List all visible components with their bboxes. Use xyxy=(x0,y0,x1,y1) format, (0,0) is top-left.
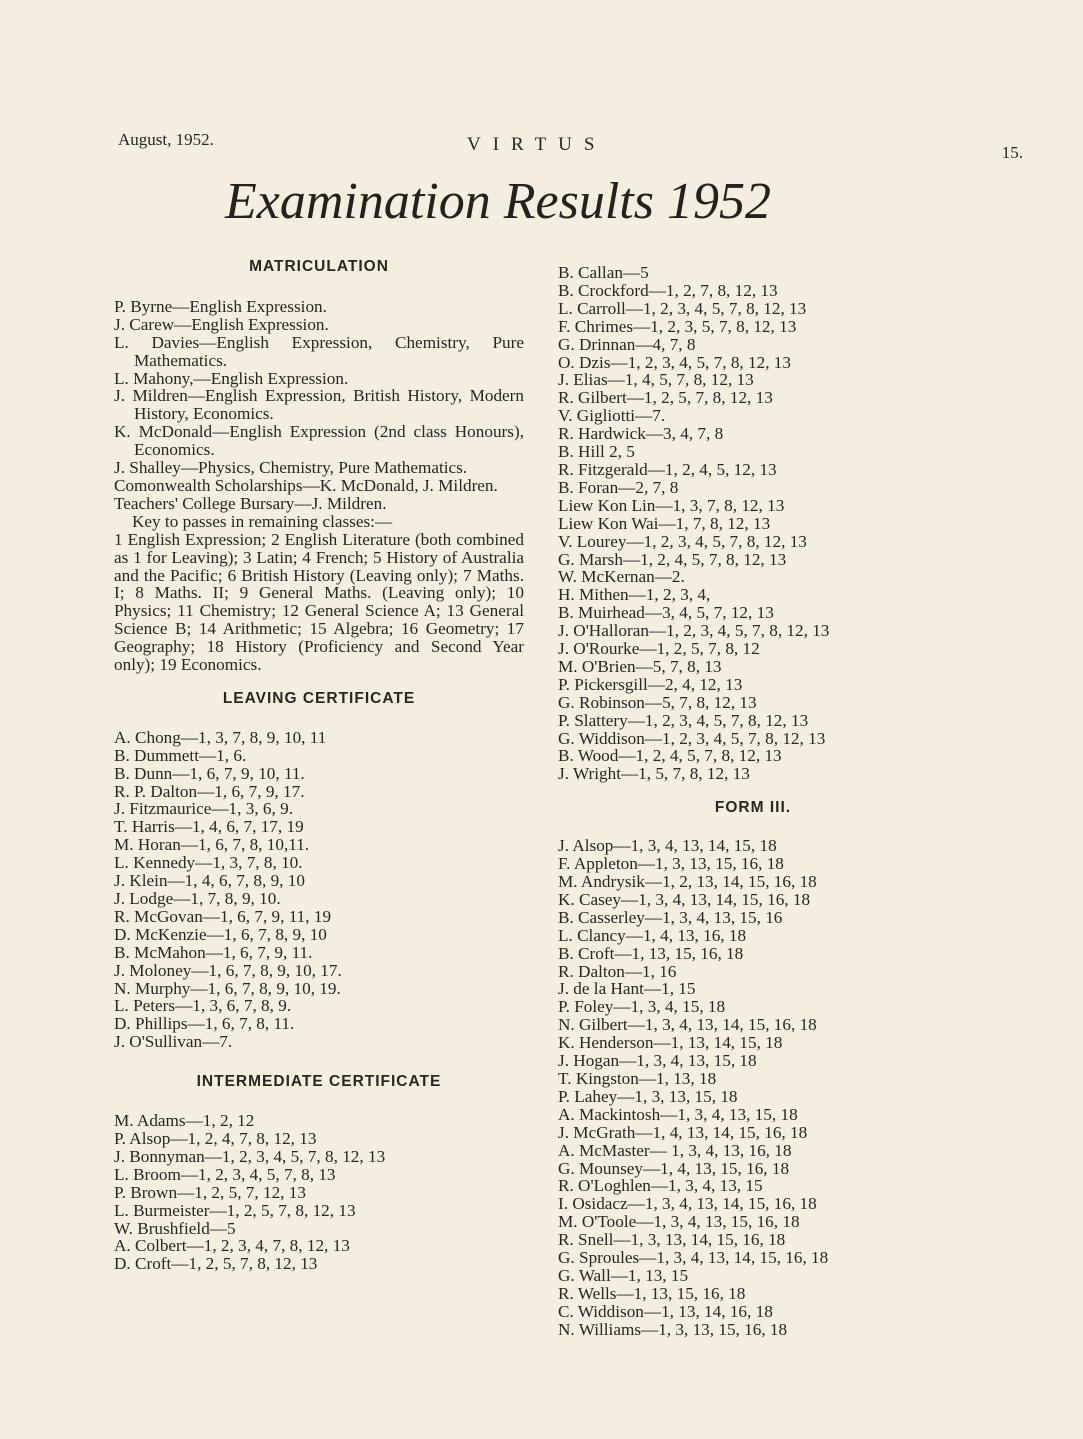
form3-entry: T. Kingston—1, 13, 18 xyxy=(558,1068,717,1088)
leaving-entry: J. Fitzmaurice—1, 3, 6, 9. xyxy=(114,799,294,819)
matriculation-entry: Comonwealth Scholarships—K. McDonald, J. Mildren. xyxy=(114,475,498,495)
form3-entry: M. Andrysik—1, 2, 13, 14, 15, 16, 18 xyxy=(558,872,817,891)
leaving-entry: D. Phillips—1, 6, 7, 8, 11. xyxy=(114,1014,295,1034)
intermediate-entry: B. Foran—2, 7, 8 xyxy=(558,477,679,497)
form3-entry: A. Mackintosh—1, 3, 4, 13, 15, 18 xyxy=(558,1104,798,1124)
intermediate-entry: R. Fitzgerald—1, 2, 4, 5, 12, 13 xyxy=(558,459,777,479)
intermediate-entry: M. Adams—1, 2, 12 xyxy=(114,1111,255,1131)
intermediate-entry: J. Wright—1, 5, 7, 8, 12, 13 xyxy=(558,764,750,784)
leaving-entry: N. Murphy—1, 6, 7, 8, 9, 10, 19. xyxy=(114,978,341,998)
leaving-entry: R. P. Dalton—1, 6, 7, 9, 17. xyxy=(114,781,305,801)
form3-entry: G. Sproules—1, 3, 4, 13, 14, 15, 16, 18 xyxy=(558,1248,829,1268)
form3-entry: L. Clancy—1, 4, 13, 16, 18 xyxy=(558,925,747,945)
intermediate-continued-list xyxy=(558,264,948,783)
intermediate-entry: P. Brown—1, 2, 5, 7, 12, 13 xyxy=(114,1182,306,1202)
form3-entry: B. Casserley—1, 3, 4, 13, 15, 16 xyxy=(558,907,783,927)
leaving-entry: T. Harris—1, 4, 6, 7, 17, 19 xyxy=(114,817,304,837)
form3-entry: P. Lahey—1, 3, 13, 15, 18 xyxy=(558,1086,738,1106)
matriculation-entry: J. Shalley—Physics, Chemistry, Pure Mathematics. xyxy=(114,458,468,478)
page-title: Examination Results 1952 xyxy=(225,173,771,230)
intermediate-entry: B. Hill 2, 5 xyxy=(558,442,635,462)
form3-entry: K. Henderson—1, 13, 14, 15, 18 xyxy=(558,1033,783,1053)
form3-entry: I. Osidacz—1, 3, 4, 13, 14, 15, 16, 18 xyxy=(558,1194,817,1214)
intermediate-entry: F. Chrimes—1, 2, 3, 5, 7, 8, 12, 13 xyxy=(558,316,797,336)
matriculation-entry: J. Mildren—English Expression, British History, Modern History, Economics. xyxy=(114,386,524,424)
leaving-entry: J. Lodge—1, 7, 8, 9, 10. xyxy=(114,889,281,908)
form3-entry: J. McGrath—1, 4, 13, 14, 15, 16, 18 xyxy=(558,1122,808,1142)
matriculation-entry: P. Byrne—English Expression. xyxy=(114,296,327,316)
leaving-entry: L. Peters—1, 3, 6, 7, 8, 9. xyxy=(114,996,292,1016)
intermediate-entry: D. Croft—1, 2, 5, 7, 8, 12, 13 xyxy=(114,1254,318,1274)
form3-entry: B. Croft—1, 13, 15, 16, 18 xyxy=(558,943,744,963)
form3-list xyxy=(558,837,948,1338)
form3-entry: J. Alsop—1, 3, 4, 13, 14, 15, 18 xyxy=(558,836,777,856)
intermediate-entry: G. Drinnan—4, 7, 8 xyxy=(558,334,696,354)
intermediate-entry: M. O'Brien—5, 7, 8, 13 xyxy=(558,656,722,676)
page-number: 15. xyxy=(1001,143,1023,162)
intermediate-entry: B. Crockford—1, 2, 7, 8, 12, 13 xyxy=(558,280,778,300)
matriculation-entry: L. Davies—English Expression, Chemistry, Pure Mathematics. xyxy=(114,332,524,370)
publication-name: VIRTUS xyxy=(467,134,607,155)
leaving-entry: B. Dunn—1, 6, 7, 9, 10, 11. xyxy=(114,763,305,783)
form3-entry: J. Hogan—1, 3, 4, 13, 15, 18 xyxy=(558,1051,757,1071)
form3-entry: J. de la Hant—1, 15 xyxy=(558,979,696,999)
intermediate-entry: O. Dzis—1, 2, 3, 4, 5, 7, 8, 12, 13 xyxy=(558,352,791,372)
leaving-entry: J. Klein—1, 4, 6, 7, 8, 9, 10 xyxy=(114,871,305,891)
intermediate-entry: W. Brushfield—5 xyxy=(114,1218,236,1238)
form3-entry: G. Wall—1, 13, 15 xyxy=(558,1265,689,1285)
intermediate-list xyxy=(114,1112,524,1273)
right-column xyxy=(558,264,948,1339)
intermediate-entry: Liew Kon Lin—1, 3, 7, 8, 12, 13 xyxy=(558,495,785,515)
key-intro: Key to passes in remaining classes:— xyxy=(132,511,393,531)
intermediate-entry: L. Burmeister—1, 2, 5, 7, 8, 12, 13 xyxy=(114,1200,356,1220)
form3-entry: C. Widdison—1, 13, 14, 16, 18 xyxy=(558,1301,773,1321)
matriculation-entry: Teachers' College Bursary—J. Mildren. xyxy=(114,493,387,513)
intermediate-entry: L. Broom—1, 2, 3, 4, 5, 7, 8, 13 xyxy=(114,1164,336,1184)
intermediate-entry: B. Callan—5 xyxy=(558,263,649,282)
intermediate-heading: INTERMEDIATE CERTIFICATE xyxy=(196,1073,442,1091)
matriculation-heading: MATRICULATION xyxy=(249,258,389,275)
leaving-entry: L. Kennedy—1, 3, 7, 8, 10. xyxy=(114,853,303,873)
intermediate-entry: J. O'Halloran—1, 2, 3, 4, 5, 7, 8, 12, 13 xyxy=(558,621,830,641)
intermediate-entry: P. Alsop—1, 2, 4, 7, 8, 12, 13 xyxy=(114,1128,317,1148)
issue-date: August, 1952. xyxy=(118,130,214,149)
intermediate-entry: B. Wood—1, 2, 4, 5, 7, 8, 12, 13 xyxy=(558,746,782,766)
leaving-entry: M. Horan—1, 6, 7, 8, 10,11. xyxy=(114,835,310,855)
intermediate-entry: G. Widdison—1, 2, 3, 4, 5, 7, 8, 12, 13 xyxy=(558,728,826,748)
form3-entry: N. Gilbert—1, 3, 4, 13, 14, 15, 16, 18 xyxy=(558,1015,817,1035)
matriculation-list xyxy=(114,298,524,513)
matriculation-entry: J. Carew—English Expression. xyxy=(114,314,329,334)
form3-heading: FORM III. xyxy=(714,799,792,817)
form3-entry: R. Snell—1, 3, 13, 14, 15, 16, 18 xyxy=(558,1230,786,1250)
intermediate-entry: G. Robinson—5, 7, 8, 12, 13 xyxy=(558,692,757,712)
intermediate-entry: W. McKernan—2. xyxy=(558,567,685,587)
leaving-heading: LEAVING CERTIFICATE xyxy=(222,689,416,707)
form3-entry: R. O'Loghlen—1, 3, 4, 13, 15 xyxy=(558,1176,763,1196)
intermediate-entry: Liew Kon Wai—1, 7, 8, 12, 13 xyxy=(558,513,771,533)
intermediate-entry: J. Elias—1, 4, 5, 7, 8, 12, 13 xyxy=(558,370,754,390)
key-text: 1 English Expression; 2 English Literature (both combined as 1 for Leaving); 3 Latin; 4 French; 5 History of Australia and the Pacific; 6 British History (Leaving only); 7 Maths. I; 8 Maths. II; 9 General Maths. (Leaving only); 10 Physics; 11 Chemistry; 12 General Science A; 13 General Science B; 14 Arithmetic; 15 Algebra; 16 Geometry; 17 Geography; 18 History (Proficiency and Second Year only); 19 Economics. xyxy=(114,529,524,675)
intermediate-entry: L. Carroll—1, 2, 3, 4, 5, 7, 8, 12, 13 xyxy=(558,298,807,318)
intermediate-entry: R. Hardwick—3, 4, 7, 8 xyxy=(558,424,724,444)
leaving-entry: J. Moloney—1, 6, 7, 8, 9, 10, 17. xyxy=(114,960,342,980)
leaving-entry: D. McKenzie—1, 6, 7, 8, 9, 10 xyxy=(114,924,327,944)
leaving-entry: J. O'Sullivan—7. xyxy=(114,1032,233,1052)
matriculation-entry: L. Mahony,—English Expression. xyxy=(114,368,349,388)
intermediate-entry: A. Colbert—1, 2, 3, 4, 7, 8, 12, 13 xyxy=(114,1236,350,1256)
form3-entry: R. Wells—1, 13, 15, 16, 18 xyxy=(558,1283,746,1303)
form3-entry: A. McMaster— 1, 3, 4, 13, 16, 18 xyxy=(558,1140,792,1160)
form3-entry: F. Appleton—1, 3, 13, 15, 16, 18 xyxy=(558,854,784,874)
intermediate-entry: J. O'Rourke—1, 2, 5, 7, 8, 12 xyxy=(558,639,760,659)
form3-entry: N. Williams—1, 3, 13, 15, 16, 18 xyxy=(558,1319,788,1339)
leaving-list xyxy=(114,729,524,1051)
leaving-entry: A. Chong—1, 3, 7, 8, 9, 10, 11 xyxy=(114,727,327,747)
leaving-entry: B. Dummett—1, 6. xyxy=(114,745,247,765)
intermediate-entry: R. Gilbert—1, 2, 5, 7, 8, 12, 13 xyxy=(558,388,773,408)
intermediate-entry: P. Pickersgill—2, 4, 12, 13 xyxy=(558,674,743,694)
intermediate-entry: G. Marsh—1, 2, 4, 5, 7, 8, 12, 13 xyxy=(558,549,787,569)
form3-entry: R. Dalton—1, 16 xyxy=(558,961,677,981)
matriculation-entry: K. McDonald—English Expression (2nd class Honours), Economics. xyxy=(114,422,524,460)
form3-entry: M. O'Toole—1, 3, 4, 13, 15, 16, 18 xyxy=(558,1212,800,1232)
intermediate-entry: J. Bonnyman—1, 2, 3, 4, 5, 7, 8, 12, 13 xyxy=(114,1146,386,1166)
intermediate-entry: V. Gigliotti—7. xyxy=(558,406,666,426)
form3-entry: P. Foley—1, 3, 4, 15, 18 xyxy=(558,997,726,1017)
leaving-entry: B. McMahon—1, 6, 7, 9, 11. xyxy=(114,942,313,962)
intermediate-entry: H. Mithen—1, 2, 3, 4, xyxy=(558,585,711,605)
intermediate-entry: P. Slattery—1, 2, 3, 4, 5, 7, 8, 12, 13 xyxy=(558,710,809,730)
form3-entry: K. Casey—1, 3, 4, 13, 14, 15, 16, 18 xyxy=(558,889,811,909)
intermediate-entry: V. Lourey—1, 2, 3, 4, 5, 7, 8, 12, 13 xyxy=(558,531,807,551)
leaving-entry: R. McGovan—1, 6, 7, 9, 11, 19 xyxy=(114,906,332,926)
form3-entry: G. Mounsey—1, 4, 13, 15, 16, 18 xyxy=(558,1158,790,1178)
intermediate-entry: B. Muirhead—3, 4, 5, 7, 12, 13 xyxy=(558,603,774,623)
left-column xyxy=(114,258,524,1273)
